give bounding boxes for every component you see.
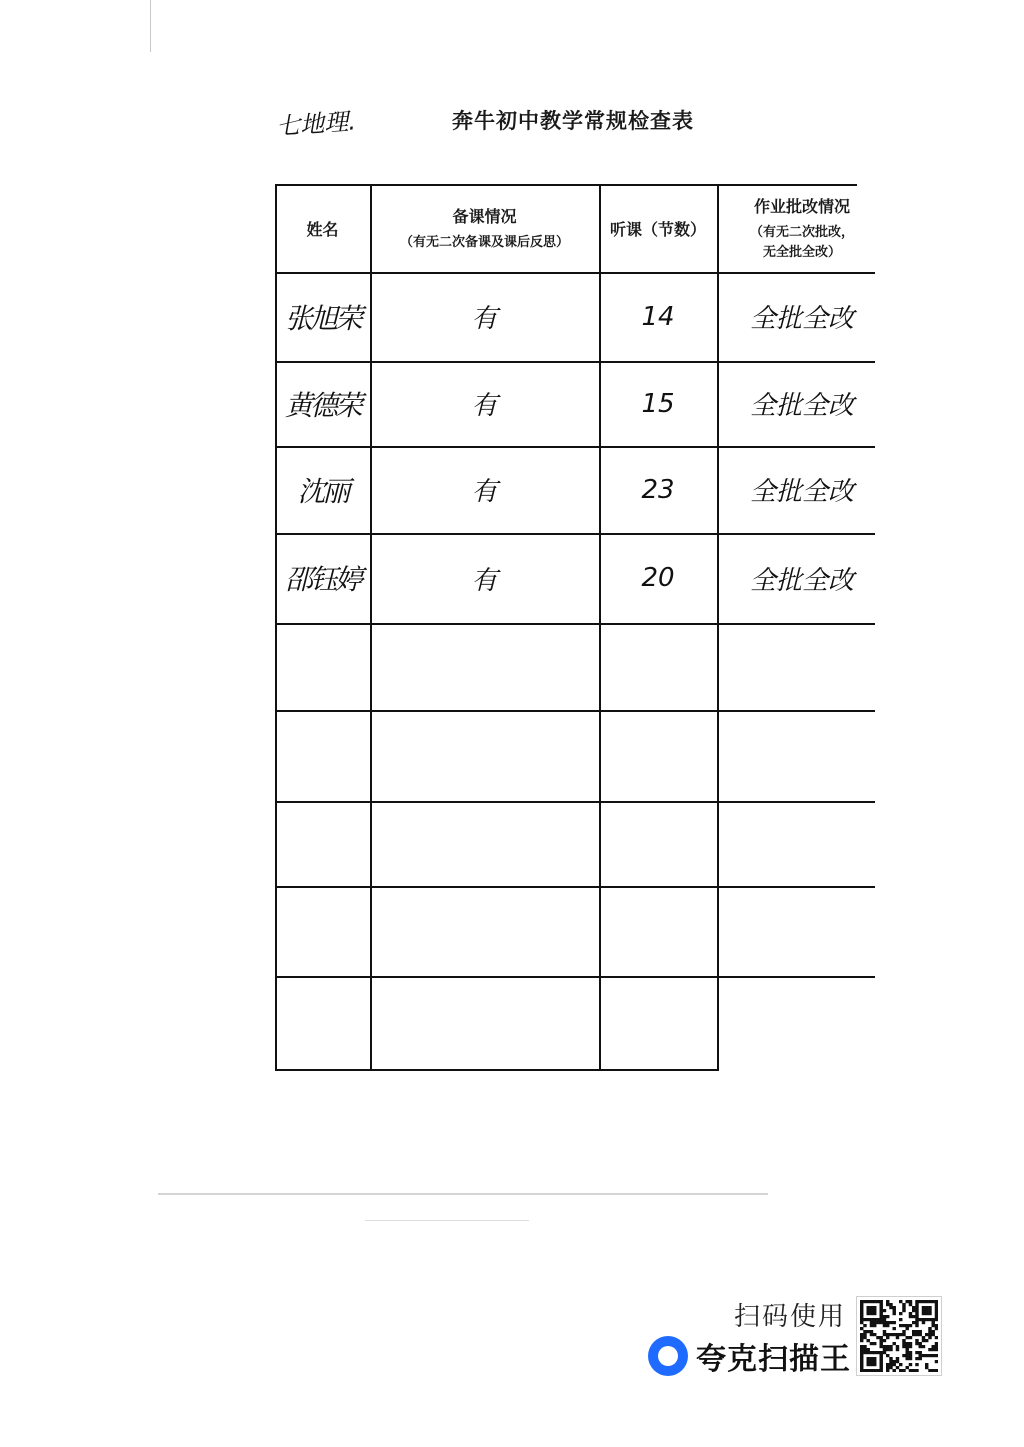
table-cell-homework [717, 446, 887, 533]
quark-logo-icon [648, 1336, 688, 1376]
handwritten-name: 邵钰婷 [284, 563, 360, 596]
subject-note: 七地理. [275, 107, 357, 141]
header-sublabel: （有无二次备课及课后反思） [399, 234, 569, 250]
header-label: 姓名 [306, 219, 339, 239]
qr-code-icon [856, 1296, 942, 1376]
table-cell-homework [717, 361, 887, 446]
table-cell-name [275, 361, 370, 446]
handwritten-name: 张旭荣 [284, 301, 360, 335]
handwritten-name: 黄德荣 [284, 388, 360, 422]
handwritten-prep: 有 [471, 304, 498, 334]
handwritten-homework: 全批全改 [749, 565, 854, 596]
table-cell-name [275, 272, 370, 361]
table-cell-prep [370, 710, 599, 801]
handwritten-lessons: 14 [641, 301, 675, 332]
table-cell-lessons [599, 533, 717, 623]
table-cell-homework [717, 886, 887, 976]
handwritten-prep: 有 [471, 391, 498, 421]
table-cell-homework [717, 533, 887, 623]
table-cell-lessons [599, 710, 717, 801]
header-sublabel: （有无二次批改， 无全批全改） [749, 224, 854, 260]
scan-edge-line [150, 0, 151, 52]
table-cell-name [275, 533, 370, 623]
page-title: 奔牛初中教学常规检查表 [452, 108, 694, 133]
scan-fold-line [158, 1193, 768, 1195]
table-cell-homework [717, 801, 887, 886]
table-header-homework [717, 184, 887, 272]
table-cell-lessons [599, 976, 717, 1069]
header-label: 备课情况 [452, 206, 517, 226]
table-cell-name [275, 801, 370, 886]
table-row-rule [275, 1069, 717, 1071]
handwritten-name: 沈丽 [297, 474, 348, 508]
qr-code-graphic [860, 1300, 938, 1372]
handwritten-homework: 全批全改 [749, 477, 854, 507]
table-cell-prep [370, 623, 599, 710]
table-cell-homework [717, 710, 887, 801]
handwritten-lessons: 20 [641, 563, 675, 593]
table-cell-name [275, 710, 370, 801]
inspection-table [275, 184, 887, 1071]
handwritten-lessons: 15 [641, 388, 675, 419]
table-cell-lessons [599, 361, 717, 446]
brand-name: 夸克扫描王 [696, 1342, 851, 1377]
table-cell-name [275, 446, 370, 533]
handwritten-prep: 有 [471, 477, 498, 507]
table-cell-prep [370, 361, 599, 446]
table-cell-homework [717, 976, 887, 1069]
handwritten-lessons: 23 [641, 474, 675, 505]
table-cell-lessons [599, 801, 717, 886]
table-cell-lessons [599, 623, 717, 710]
header-label: 听课（节数） [609, 219, 706, 239]
header-label: 作业批改情况 [753, 196, 850, 216]
table-header-prep [370, 184, 599, 272]
handwritten-homework: 全批全改 [749, 304, 854, 334]
table-cell-name [275, 886, 370, 976]
handwritten-prep: 有 [471, 565, 498, 596]
table-cell-prep [370, 886, 599, 976]
table-cell-lessons [599, 272, 717, 361]
table-cell-prep [370, 446, 599, 533]
table-cell-lessons [599, 446, 717, 533]
table-cell-lessons [599, 886, 717, 976]
table-cell-prep [370, 801, 599, 886]
table-cell-name [275, 976, 370, 1069]
table-cell-prep [370, 533, 599, 623]
table-cell-prep [370, 976, 599, 1069]
table-cell-prep [370, 272, 599, 361]
table-header-name [275, 184, 370, 272]
table-header-lessons [599, 184, 717, 272]
brand-badge [648, 1334, 851, 1378]
handwritten-homework: 全批全改 [749, 391, 854, 421]
scan-label: 扫码使用 [734, 1302, 847, 1332]
table-cell-homework [717, 272, 887, 361]
scan-fold-line [365, 1220, 529, 1221]
table-cell-homework [717, 623, 887, 710]
table-cell-name [275, 623, 370, 710]
